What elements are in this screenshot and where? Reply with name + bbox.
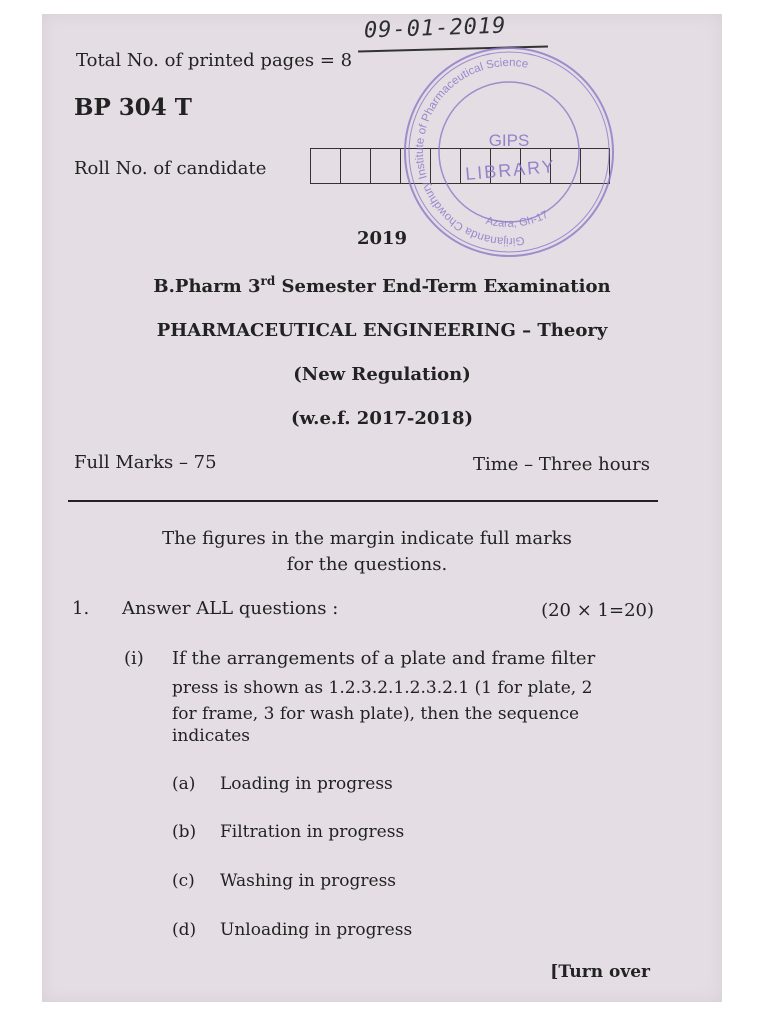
option-label: (c) xyxy=(172,871,195,891)
exam-title-post: Semester End-Term Examination xyxy=(275,276,611,297)
roll-box[interactable] xyxy=(370,148,400,184)
subquestion-number: (i) xyxy=(124,648,144,669)
turn-over: [Turn over xyxy=(550,962,650,982)
paper-code: BP 304 T xyxy=(74,94,192,121)
subquestion-line: indicates xyxy=(172,726,250,746)
stamp-bottom-text: Azara, Gh-17 xyxy=(484,208,551,230)
instruction-line-2: for the questions. xyxy=(286,554,448,575)
roll-label: Roll No. of candidate xyxy=(74,158,267,179)
option-b xyxy=(172,822,404,842)
question-marks: (20 × 1=20) xyxy=(541,600,654,621)
exam-time: Time – Three hours xyxy=(472,454,650,475)
stamp-ring-text: Girijananda Chowdhury Institute of Pharmaceutical Science xyxy=(413,56,530,248)
stamp-center-top: GIPS xyxy=(488,131,530,150)
exam-title xyxy=(42,274,722,297)
option-text: Loading in progress xyxy=(220,774,393,794)
roll-box[interactable] xyxy=(310,148,340,184)
handwritten-date: 09-01-2019 xyxy=(363,13,507,44)
option-label: (d) xyxy=(172,920,197,940)
question-number: 1. xyxy=(72,598,90,619)
full-marks: Full Marks – 75 xyxy=(74,452,217,473)
exam-regulation: (New Regulation) xyxy=(293,364,471,385)
exam-title-sup: rd xyxy=(260,274,276,288)
exam-paper xyxy=(42,14,722,1002)
exam-subject: PHARMACEUTICAL ENGINEERING – Theory xyxy=(156,320,608,341)
total-pages: Total No. of printed pages = 8 xyxy=(76,50,353,71)
option-label: (a) xyxy=(172,774,196,794)
subquestion-line: press is shown as 1.2.3.2.1.2.3.2.1 (1 for plate, 2 xyxy=(172,678,593,698)
header-divider xyxy=(68,500,658,502)
instruction-line-1: The figures in the margin indicate full marks xyxy=(162,528,572,549)
roll-box[interactable] xyxy=(340,148,370,184)
question-text: Answer ALL questions : xyxy=(122,598,339,619)
exam-wef: (w.e.f. 2017-2018) xyxy=(290,408,473,429)
subquestion-line: If the arrangements of a plate and frame filter xyxy=(172,648,596,669)
exam-year: 2019 xyxy=(356,228,408,249)
option-label: (b) xyxy=(172,822,197,842)
option-c xyxy=(172,871,396,891)
svg-text:Azara, Gh-17 xyxy=(485,209,551,230)
option-a xyxy=(172,774,393,794)
option-text: Washing in progress xyxy=(220,871,397,891)
option-text: Filtration in progress xyxy=(220,822,405,842)
subquestion-line: for frame, 3 for wash plate), then the sequence xyxy=(172,704,580,724)
exam-title-pre: B.Pharm 3 xyxy=(153,276,261,297)
option-d xyxy=(172,920,412,940)
option-text: Unloading in progress xyxy=(220,920,413,940)
stamp-center-bottom: LIBRARY xyxy=(464,156,557,184)
